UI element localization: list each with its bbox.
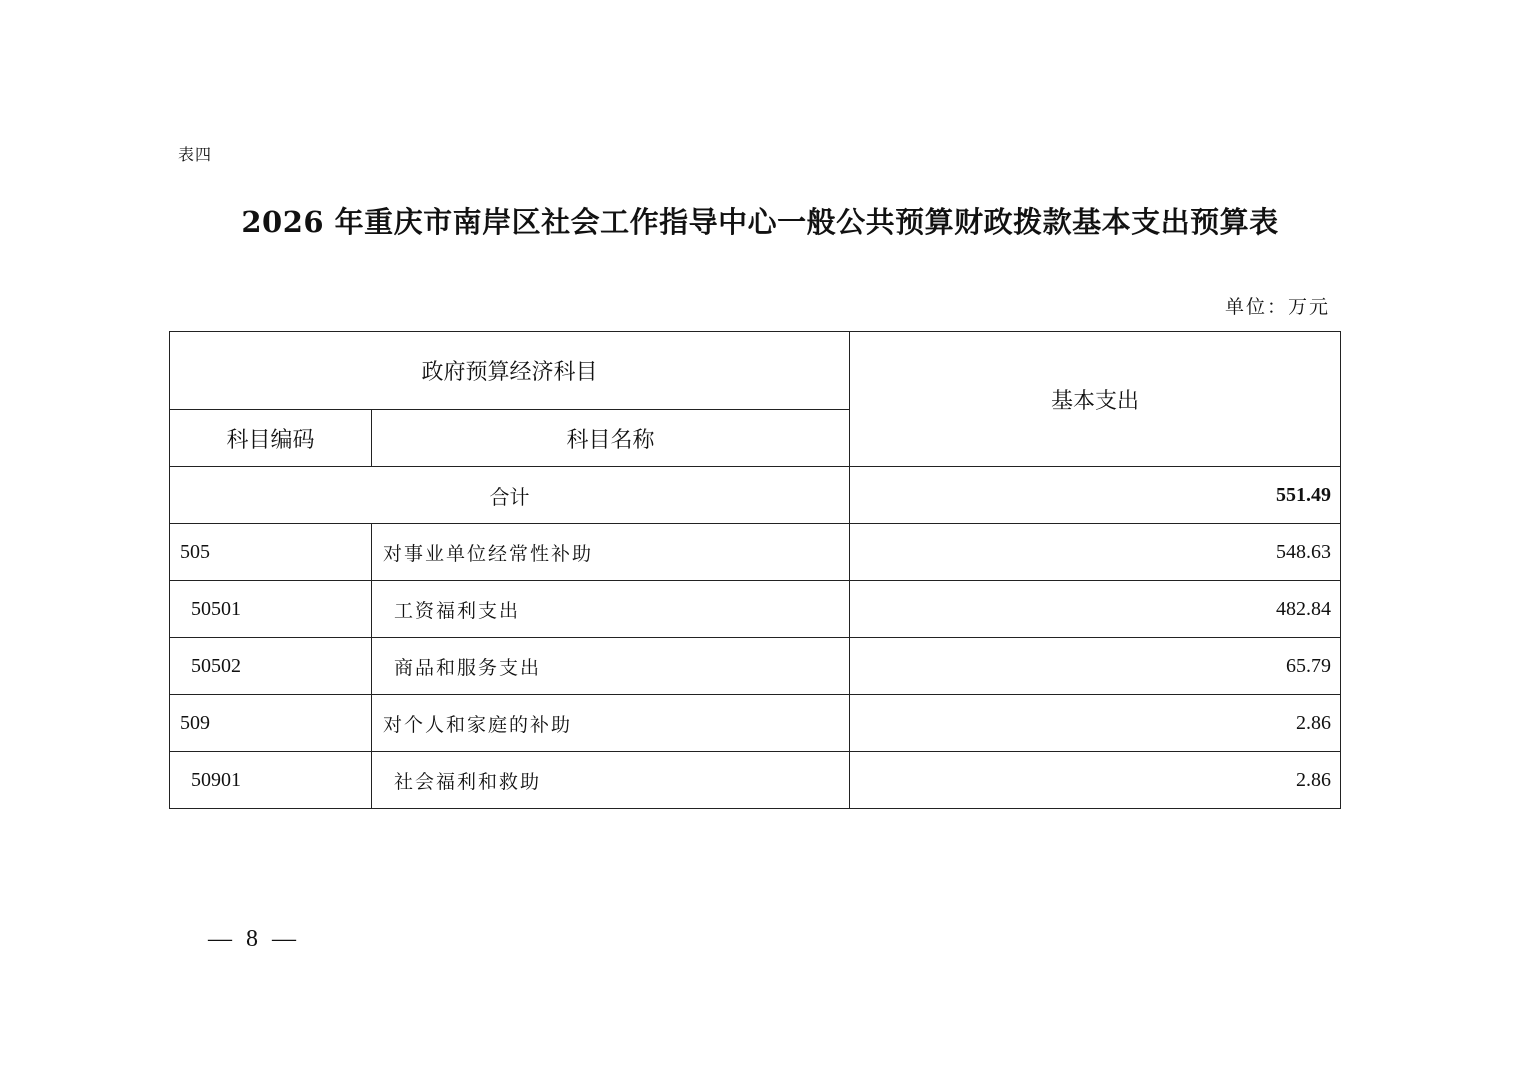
header-row-group (170, 332, 1341, 410)
page-number: — 8 — (208, 926, 300, 952)
subject-amount: 482.84 (850, 581, 1341, 638)
header-economic-category: 政府预算经济科目 (170, 332, 850, 410)
header-subject-name: 科目名称 (372, 410, 850, 467)
subject-amount: 2.86 (850, 695, 1341, 752)
subject-code: 505 (170, 524, 372, 581)
subject-name: 社会福利和救助 (372, 752, 850, 809)
document-title: 2026 年重庆市南岸区社会工作指导中心一般公共预算财政拨款基本支出预算表 (241, 205, 1279, 239)
unit-label: 单位：万元 (1224, 296, 1330, 318)
subject-code: 509 (170, 695, 372, 752)
table-row (170, 752, 1341, 809)
subject-name: 对事业单位经常性补助 (372, 524, 850, 581)
subject-code: 50901 (170, 752, 372, 809)
table-row (170, 581, 1341, 638)
table-row (170, 695, 1341, 752)
table-label: 表四 (178, 145, 213, 164)
table-row (170, 638, 1341, 695)
header-basic-expenditure: 基本支出 (850, 332, 1341, 467)
subject-code: 50502 (170, 638, 372, 695)
total-row (170, 467, 1341, 524)
subject-name: 工资福利支出 (372, 581, 850, 638)
subject-name: 对个人和家庭的补助 (372, 695, 850, 752)
budget-table (169, 331, 1341, 809)
table-row (170, 524, 1341, 581)
subject-name: 商品和服务支出 (372, 638, 850, 695)
subject-code: 50501 (170, 581, 372, 638)
total-amount: 551.49 (850, 467, 1341, 524)
subject-amount: 65.79 (850, 638, 1341, 695)
header-subject-code: 科目编码 (170, 410, 372, 467)
subject-amount: 2.86 (850, 752, 1341, 809)
total-label: 合计 (170, 467, 850, 524)
subject-amount: 548.63 (850, 524, 1341, 581)
